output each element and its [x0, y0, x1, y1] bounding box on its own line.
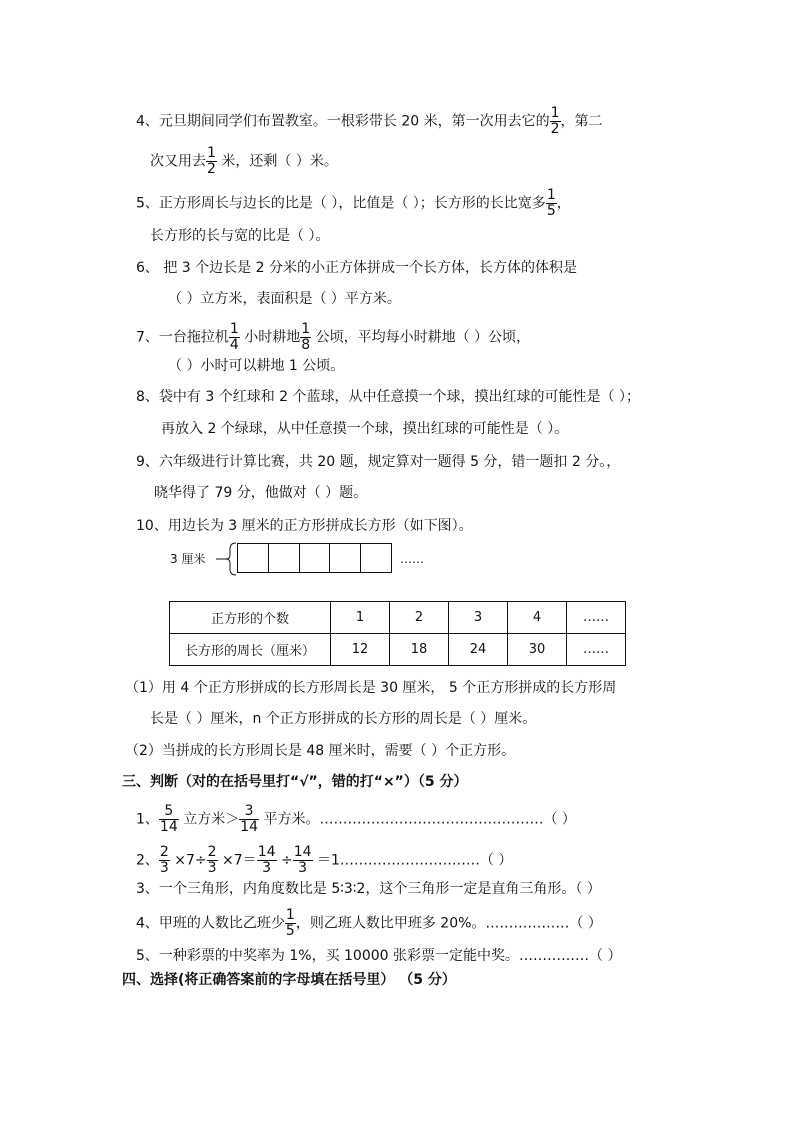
judge-3: 3、一个三角形，内角度数比是 5∶3∶2，这个三角形一定是直角三角形。（ ）	[136, 881, 601, 897]
q9-line1: 9、六年级进行计算比赛，共 20 题，规定算对一题得 5 分，错一题扣 2 分。，	[136, 454, 621, 470]
fraction: $\frac{14}{3}$	[293, 844, 312, 876]
table-cell: ……	[567, 634, 626, 666]
fraction: $\frac{2}{3}$	[207, 844, 217, 876]
fraction: $\frac{5}{14}$	[159, 803, 178, 835]
square	[361, 544, 391, 572]
sub1-line1: （1）用 4 个正方形拼成的长方形周长是 30 厘米， 5 个正方形拼成的长方形周	[125, 680, 617, 696]
q9-line2: 晓华得了 79 分，他做对（ ）题。	[154, 485, 368, 501]
table-cell: 1	[331, 602, 390, 634]
fraction: $\frac{2}{3}$	[159, 844, 169, 876]
dimension-label: 3 厘米	[170, 552, 206, 566]
q6-line1: 6、 把 3 个边长是 2 分米的小正方体拼成一个长方体，长方体的体积是	[136, 260, 577, 276]
square	[300, 544, 331, 572]
table-cell: 24	[449, 634, 508, 666]
fraction: $\frac{1}{4}$	[229, 321, 239, 353]
fraction: $\frac{1}{8}$	[301, 321, 311, 353]
fraction: $\frac{1}{2}$	[550, 105, 560, 137]
table-cell: ……	[567, 602, 626, 634]
fraction: $\frac{3}{14}$	[240, 803, 259, 835]
q5-line2: 长方形的长与宽的比是（ ）。	[150, 228, 330, 244]
squares-figure	[237, 543, 392, 573]
q10-line: 10、用边长为 3 厘米的正方形拼成长方形（如下图）。	[136, 518, 473, 534]
square	[238, 544, 269, 572]
q8-line1: 8、袋中有 3 个红球和 2 个蓝球，从中任意摸一个球，摸出红球的可能性是（ ）；	[136, 389, 640, 405]
table-cell: 18	[390, 634, 449, 666]
judge-1: 1、 $\frac{5}{14}$ 立方米＞ $\frac{3}{14}$ 平方米。…………………………………………（ ）	[136, 803, 576, 835]
fraction: $\frac{1}{5}$	[285, 907, 295, 939]
sub2-line: （2）当拼成的长方形周长是 48 厘米时，需要（ ）个正方形。	[125, 743, 516, 759]
fraction: $\frac{1}{2}$	[207, 145, 216, 177]
table-row	[170, 634, 626, 666]
q7-line2: （ ）小时可以耕地 1 公顷。	[168, 358, 345, 374]
q8-line2: 再放入 2 个绿球，从中任意摸一个球，摸出红球的可能性是（ ）。	[161, 421, 569, 437]
table-cell: 正方形的个数	[170, 602, 331, 634]
q4-line1: 4、元旦期间同学们布置教室。一根彩带长 20 米，第一次用去它的 $\frac{1}{2}$ ，第二	[136, 105, 603, 137]
sub1-line2: 长是（ ）厘米，n 个正方形拼成的长方形的周长是（ ）厘米。	[150, 711, 537, 727]
table-cell: 4	[508, 602, 567, 634]
data-table	[169, 601, 626, 666]
fraction: $\frac{1}{5}$	[546, 187, 556, 219]
table-cell: 12	[331, 634, 390, 666]
judge-2: 2、 $\frac{2}{3}$ ×7÷ $\frac{2}{3}$ ×7＝ $\frac{14}{3}$ ÷ $\frac{14}{3}$ ＝1…………………………（ ）	[136, 844, 513, 876]
table-cell: 3	[449, 602, 508, 634]
q6-line2: （ ）立方米，表面积是（ ）平方米。	[168, 291, 401, 307]
section-3-heading: 三、判断（对的在括号里打“√”，错的打“×”）（5 分）	[122, 774, 468, 790]
judge-5: 5、一种彩票的中奖率为 1%，买 10000 张彩票一定能中奖。……………（ ）	[136, 948, 622, 964]
table-cell: 30	[508, 634, 567, 666]
q4-line2: 次又用去 $\frac{1}{2}$ 米，还剩（ ）米。	[150, 145, 338, 177]
section-4-heading: 四、选择(将正确答案前的字母填在括号里） （5 分）	[122, 972, 456, 988]
fraction: $\frac{14}{3}$	[257, 844, 276, 876]
table-cell: 长方形的周长（厘米）	[170, 634, 331, 666]
judge-4: 4、甲班的人数比乙班少 $\frac{1}{5}$ ，则乙班人数比甲班多 20%。………………（ ）	[136, 907, 602, 939]
figure-ellipsis: ……	[400, 552, 424, 566]
square	[269, 544, 300, 572]
q5-line1: 5、正方形周长与边长的比是（ ），比值是（ ）；长方形的长比宽多 $\frac{1}{5}$ ，	[136, 187, 571, 219]
table-cell: 2	[390, 602, 449, 634]
table-row	[170, 602, 626, 634]
q7-line1: 7、一台拖拉机 $\frac{1}{4}$ 小时耕地 $\frac{1}{8}$ 公顷，平均每小时耕地（ ）公顷，	[136, 321, 531, 353]
square	[330, 544, 361, 572]
